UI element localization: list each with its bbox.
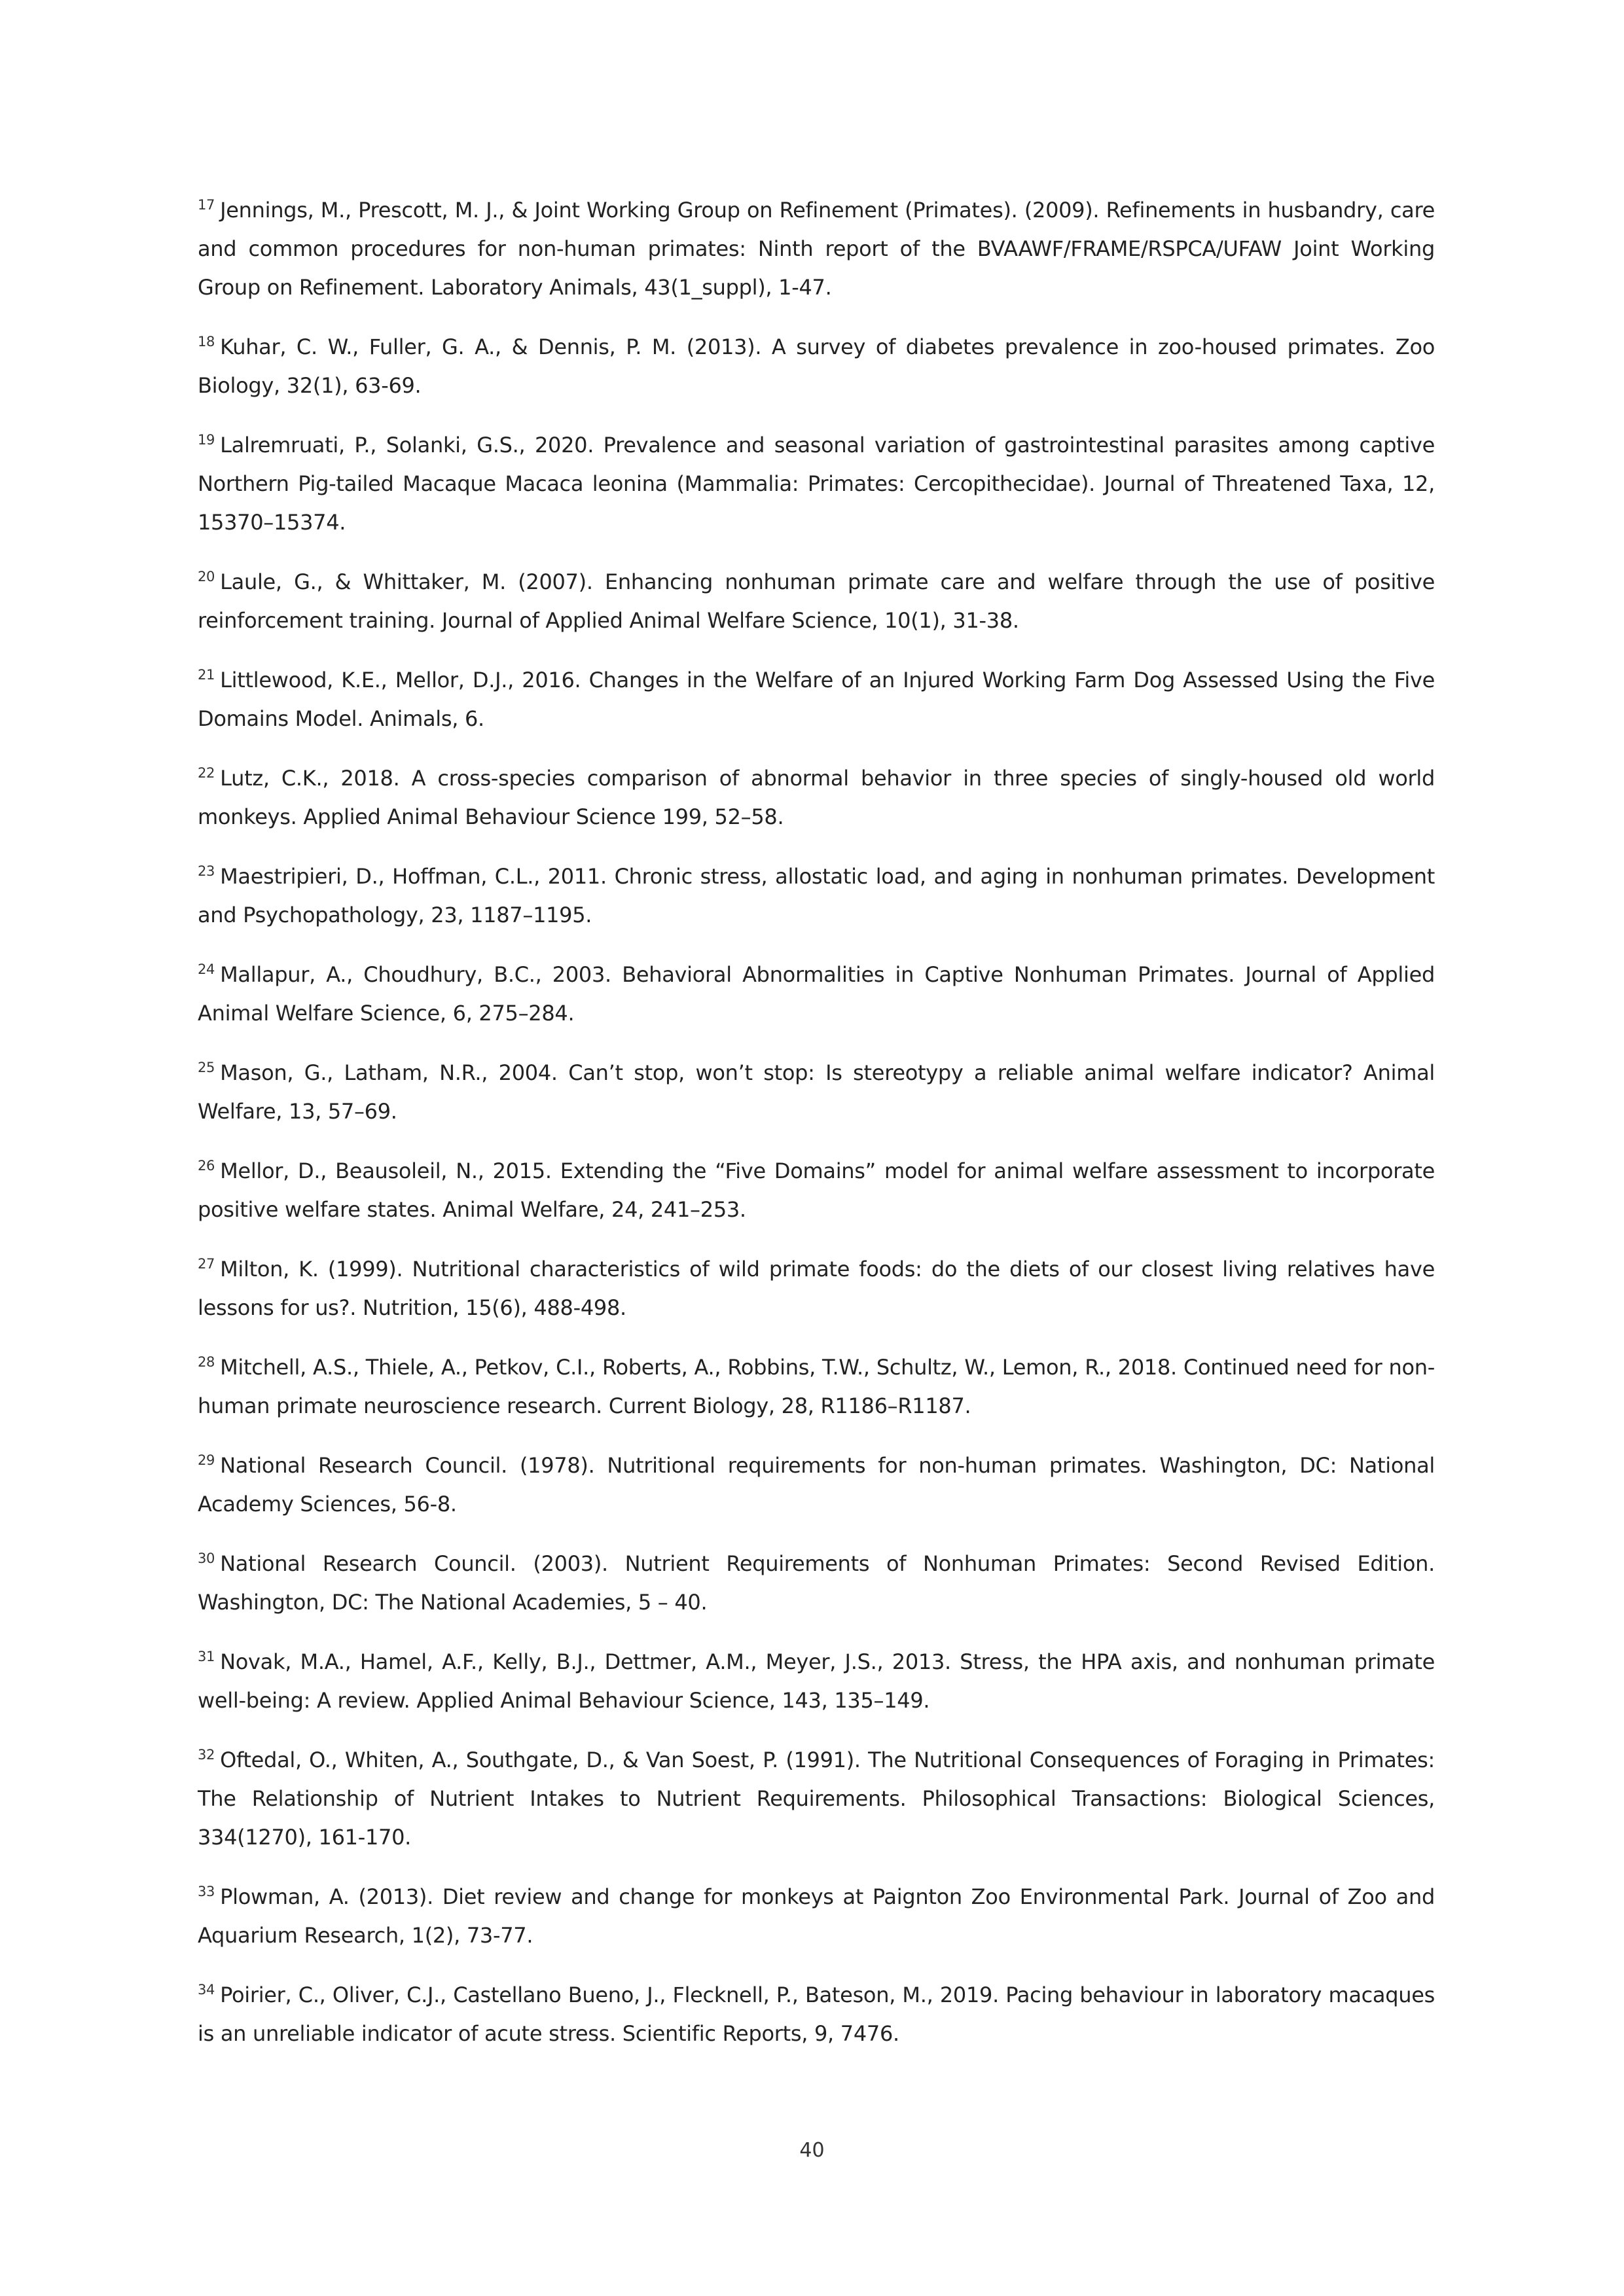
reference-number: 24 bbox=[198, 961, 215, 978]
reference-item bbox=[198, 1741, 1435, 1857]
reference-item bbox=[198, 1152, 1435, 1229]
reference-text: National Research Council. (2003). Nutrient Requirements of Nonhuman Primates: Second Revised Edition. Washington, DC: The National Academies, 5 – 40. bbox=[198, 1551, 1435, 1615]
reference-item bbox=[198, 426, 1435, 542]
reference-item bbox=[198, 1348, 1435, 1426]
reference-text: Poirier, C., Oliver, C.J., Castellano Bueno, J., Flecknell, P., Bateson, M., 2019. Pacing behaviour in laboratory macaques is an unreliable indicator of acute stress. Scientific Reports, 9, 7476. bbox=[198, 1982, 1435, 2046]
reference-number: 28 bbox=[198, 1354, 215, 1371]
reference-item bbox=[198, 191, 1435, 307]
reference-text: Laule, G., & Whittaker, M. (2007). Enhancing nonhuman primate care and welfare through the use of positive reinforcement training. Journal of Applied Animal Welfare Science, 10(1), 31-38. bbox=[198, 569, 1435, 633]
reference-number: 25 bbox=[198, 1060, 215, 1076]
reference-item bbox=[198, 1446, 1435, 1524]
reference-item bbox=[198, 1054, 1435, 1131]
reference-item bbox=[198, 1878, 1435, 1955]
reference-text: Lalremruati, P., Solanki, G.S., 2020. Prevalence and seasonal variation of gastrointestinal parasites among captive Northern Pig-tailed Macaque Macaca leonina (Mammalia: Primates: Cercopithecidae). Journal of Threatened Taxa, 12, 15370–15374. bbox=[198, 433, 1435, 535]
reference-text: Littlewood, K.E., Mellor, D.J., 2016. Changes in the Welfare of an Injured Working Farm Dog Assessed Using the Five Domains Model. Animals, 6. bbox=[198, 668, 1435, 731]
reference-number: 22 bbox=[198, 765, 215, 781]
reference-text: National Research Council. (1978). Nutritional requirements for non-human primates. Washington, DC: National Academy Sciences, 56-8. bbox=[198, 1453, 1435, 1516]
reference-text: Maestripieri, D., Hoffman, C.L., 2011. Chronic stress, allostatic load, and aging in nonhuman primates. Development and Psychopathology, 23, 1187–1195. bbox=[198, 864, 1435, 927]
reference-number: 21 bbox=[198, 667, 215, 683]
reference-number: 18 bbox=[198, 334, 215, 350]
reference-text: Milton, K. (1999). Nutritional characteristics of wild primate foods: do the diets of our closest living relatives have lessons for us?. Nutrition, 15(6), 488-498. bbox=[198, 1257, 1435, 1320]
reference-text: Kuhar, C. W., Fuller, G. A., & Dennis, P. M. (2013). A survey of diabetes prevalence in zoo-housed primates. Zoo Biology, 32(1), 63-69. bbox=[198, 334, 1435, 398]
reference-number: 26 bbox=[198, 1158, 215, 1174]
reference-number: 20 bbox=[198, 569, 215, 585]
reference-item bbox=[198, 1643, 1435, 1720]
reference-text: Lutz, C.K., 2018. A cross-species comparison of abnormal behavior in three species of singly-housed old world monkeys. Applied Animal Behaviour Science 199, 52–58. bbox=[198, 766, 1435, 829]
reference-text: Oftedal, O., Whiten, A., Southgate, D., & Van Soest, P. (1991). The Nutritional Consequences of Foraging in Primates: The Relationship of Nutrient Intakes to Nutrient Requirements. Philosophical Transactions: Biological Sciences, 334(1270), 161-170. bbox=[198, 1748, 1435, 1850]
reference-text: Mitchell, A.S., Thiele, A., Petkov, C.I., Roberts, A., Robbins, T.W., Schultz, W., Lemon, R., 2018. Continued need for non-human primate neuroscience research. Current Biology, 28, R1186–R1187. bbox=[198, 1355, 1435, 1418]
reference-text: Novak, M.A., Hamel, A.F., Kelly, B.J., Dettmer, A.M., Meyer, J.S., 2013. Stress, the HPA axis, and nonhuman primate well-being: A review. Applied Animal Behaviour Science, 143, 135–149. bbox=[198, 1649, 1435, 1713]
reference-item bbox=[198, 857, 1435, 935]
reference-item bbox=[198, 1545, 1435, 1622]
page-number: 40 bbox=[799, 2139, 825, 2162]
reference-item bbox=[198, 563, 1435, 640]
reference-list bbox=[198, 191, 1435, 2074]
reference-number: 34 bbox=[198, 1982, 215, 1998]
reference-item bbox=[198, 956, 1435, 1033]
reference-item bbox=[198, 1976, 1435, 2053]
reference-text: Jennings, M., Prescott, M. J., & Joint Working Group on Refinement (Primates). (2009). Refinements in husbandry, care and common procedures for non-human primates: Ninth report of the BVAAWF/FRAME/RSPCA/UFAW Joint Working Group on Refinement. Laboratory Animals, 43(1_suppl), 1-47. bbox=[198, 198, 1435, 300]
reference-text: Mallapur, A., Choudhury, B.C., 2003. Behavioral Abnormalities in Captive Nonhuman Primates. Journal of Applied Animal Welfare Science, 6, 275–284. bbox=[198, 962, 1435, 1026]
reference-item bbox=[198, 328, 1435, 405]
reference-item bbox=[198, 759, 1435, 836]
reference-number: 29 bbox=[198, 1452, 215, 1469]
reference-number: 31 bbox=[198, 1649, 215, 1665]
reference-number: 32 bbox=[198, 1747, 215, 1763]
reference-text: Plowman, A. (2013). Diet review and change for monkeys at Paignton Zoo Environmental Park. Journal of Zoo and Aquarium Research, 1(2), 73-77. bbox=[198, 1884, 1435, 1948]
reference-number: 33 bbox=[198, 1884, 215, 1900]
reference-item bbox=[198, 1250, 1435, 1327]
reference-item bbox=[198, 661, 1435, 738]
reference-number: 17 bbox=[198, 197, 215, 213]
reference-number: 19 bbox=[198, 432, 215, 448]
reference-text: Mason, G., Latham, N.R., 2004. Can’t stop, won’t stop: Is stereotypy a reliable animal welfare indicator? Animal Welfare, 13, 57–69. bbox=[198, 1060, 1435, 1124]
reference-text: Mellor, D., Beausoleil, N., 2015. Extending the “Five Domains” model for animal welfare assessment to incorporate positive welfare states. Animal Welfare, 24, 241–253. bbox=[198, 1158, 1435, 1222]
reference-number: 23 bbox=[198, 863, 215, 880]
reference-number: 30 bbox=[198, 1551, 215, 1567]
reference-number: 27 bbox=[198, 1256, 215, 1272]
